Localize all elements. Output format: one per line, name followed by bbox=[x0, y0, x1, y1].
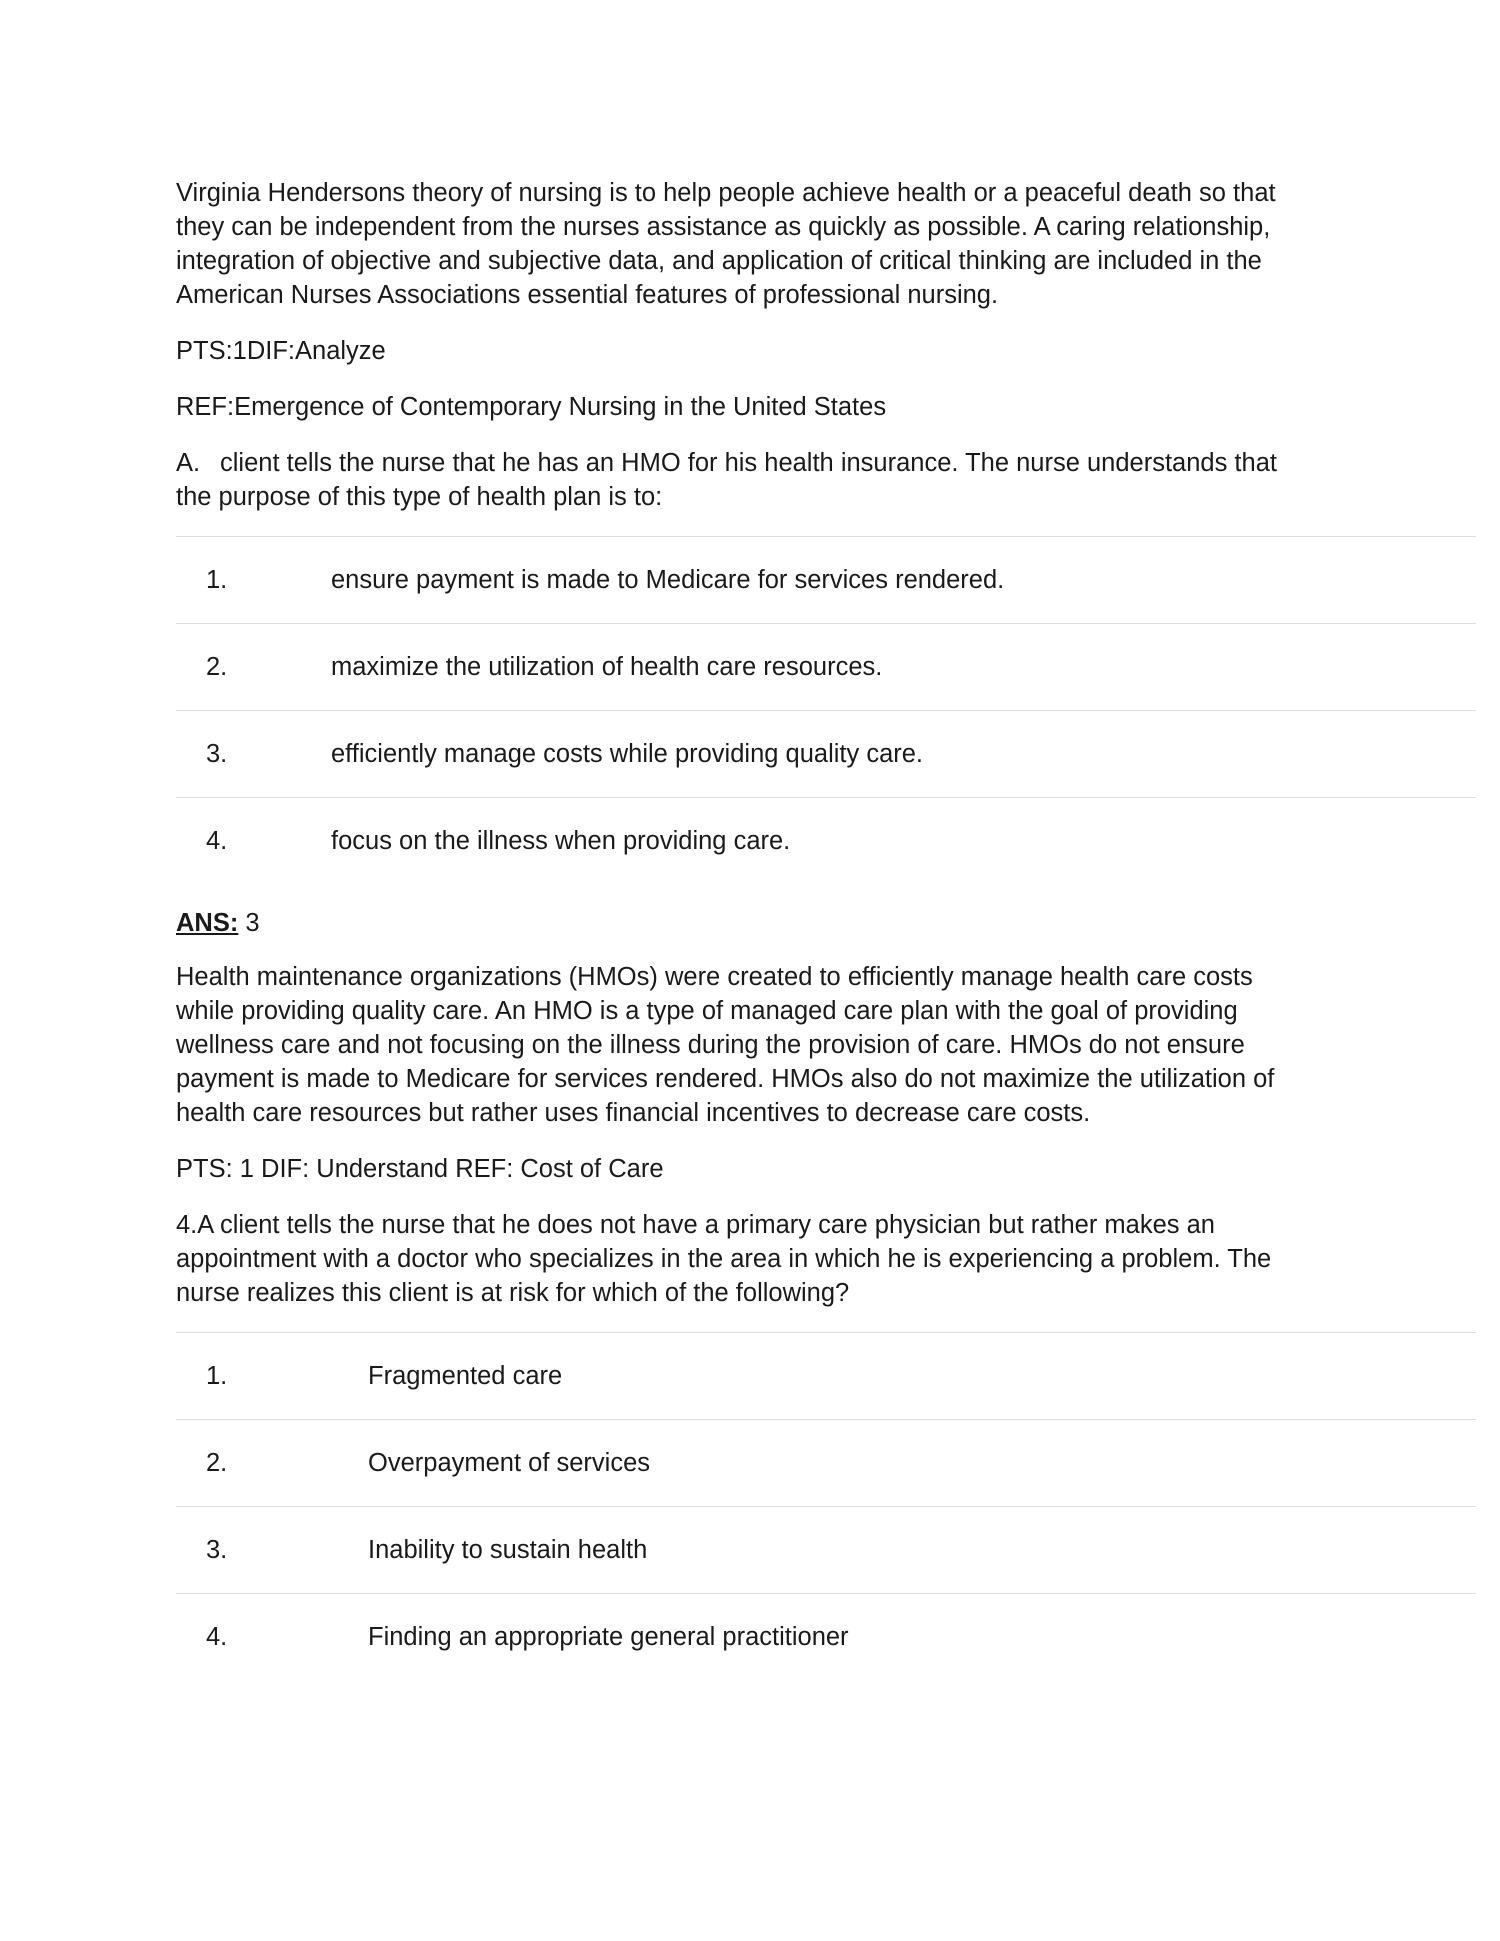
list-item bbox=[176, 1593, 1476, 1680]
list-item bbox=[176, 1419, 1476, 1506]
options-list-a bbox=[176, 536, 1476, 884]
list-item bbox=[176, 797, 1476, 884]
list-item bbox=[176, 536, 1476, 623]
option-number: 2. bbox=[206, 652, 228, 681]
answer-line bbox=[176, 906, 1476, 940]
intro-paragraph: Virginia Hendersons theory of nursing is to help people achieve health or a peaceful death so that they can be independent from the nurses assistance as quickly as possible. A caring relationship, integration of objective and subjective data, and application of critical thinking are included in the American Nurses Associations essential features of professional nursing. bbox=[176, 179, 1276, 309]
option-text: Fragmented care bbox=[368, 1361, 563, 1390]
ref-line: REF:Emergence of Contemporary Nursing in the United States bbox=[176, 393, 887, 421]
option-number: 4. bbox=[206, 826, 228, 855]
pts-dif-ref-line: PTS: 1 DIF: Understand REF: Cost of Care bbox=[176, 1155, 664, 1183]
question-a-text: client tells the nurse that he has an HMO for his health insurance. The nurse understands that the purpose of this type of health plan is to: bbox=[176, 449, 1277, 511]
option-number: 1. bbox=[206, 1361, 228, 1390]
answer-label: ANS: bbox=[176, 909, 239, 937]
question-letter: A. bbox=[176, 449, 201, 477]
option-text: focus on the illness when providing care. bbox=[331, 826, 791, 855]
list-item bbox=[176, 1506, 1476, 1593]
pts-dif-line: PTS:1DIF:Analyze bbox=[176, 337, 386, 365]
question-4: 4.A client tells the nurse that he does not have a primary care physician but rather makes an appointment with a doctor who specializes in the area in which he is experiencing a problem. The nurse realizes this client is at risk for which of the following? bbox=[176, 1211, 1272, 1307]
option-number: 3. bbox=[206, 739, 228, 768]
list-item bbox=[176, 623, 1476, 710]
option-text: Finding an appropriate general practitioner bbox=[368, 1622, 849, 1651]
option-number: 1. bbox=[206, 565, 228, 594]
option-text: maximize the utilization of health care resources. bbox=[331, 652, 883, 681]
option-number: 2. bbox=[206, 1448, 228, 1477]
option-text: efficiently manage costs while providing quality care. bbox=[331, 739, 924, 768]
option-text: Inability to sustain health bbox=[368, 1535, 648, 1564]
document-page bbox=[176, 176, 1476, 1680]
option-text: Overpayment of services bbox=[368, 1448, 651, 1477]
option-number: 3. bbox=[206, 1535, 228, 1564]
list-item bbox=[176, 1332, 1476, 1419]
list-item bbox=[176, 710, 1476, 797]
options-list-4 bbox=[176, 1332, 1476, 1680]
answer-value: 3 bbox=[238, 909, 260, 937]
option-text: ensure payment is made to Medicare for services rendered. bbox=[331, 565, 1005, 594]
question-a bbox=[176, 446, 1316, 514]
rationale-paragraph: Health maintenance organizations (HMOs) were created to efficiently manage health care costs while providing quality care. An HMO is a type of managed care plan with the goal of providing wellness care and not focusing on the illness during the provision of care. HMOs do not ensure payment is made to Medicare for services rendered. HMOs also do not maximize the utilization of health care resources but rather uses financial incentives to decrease care costs. bbox=[176, 963, 1275, 1127]
option-number: 4. bbox=[206, 1622, 228, 1651]
